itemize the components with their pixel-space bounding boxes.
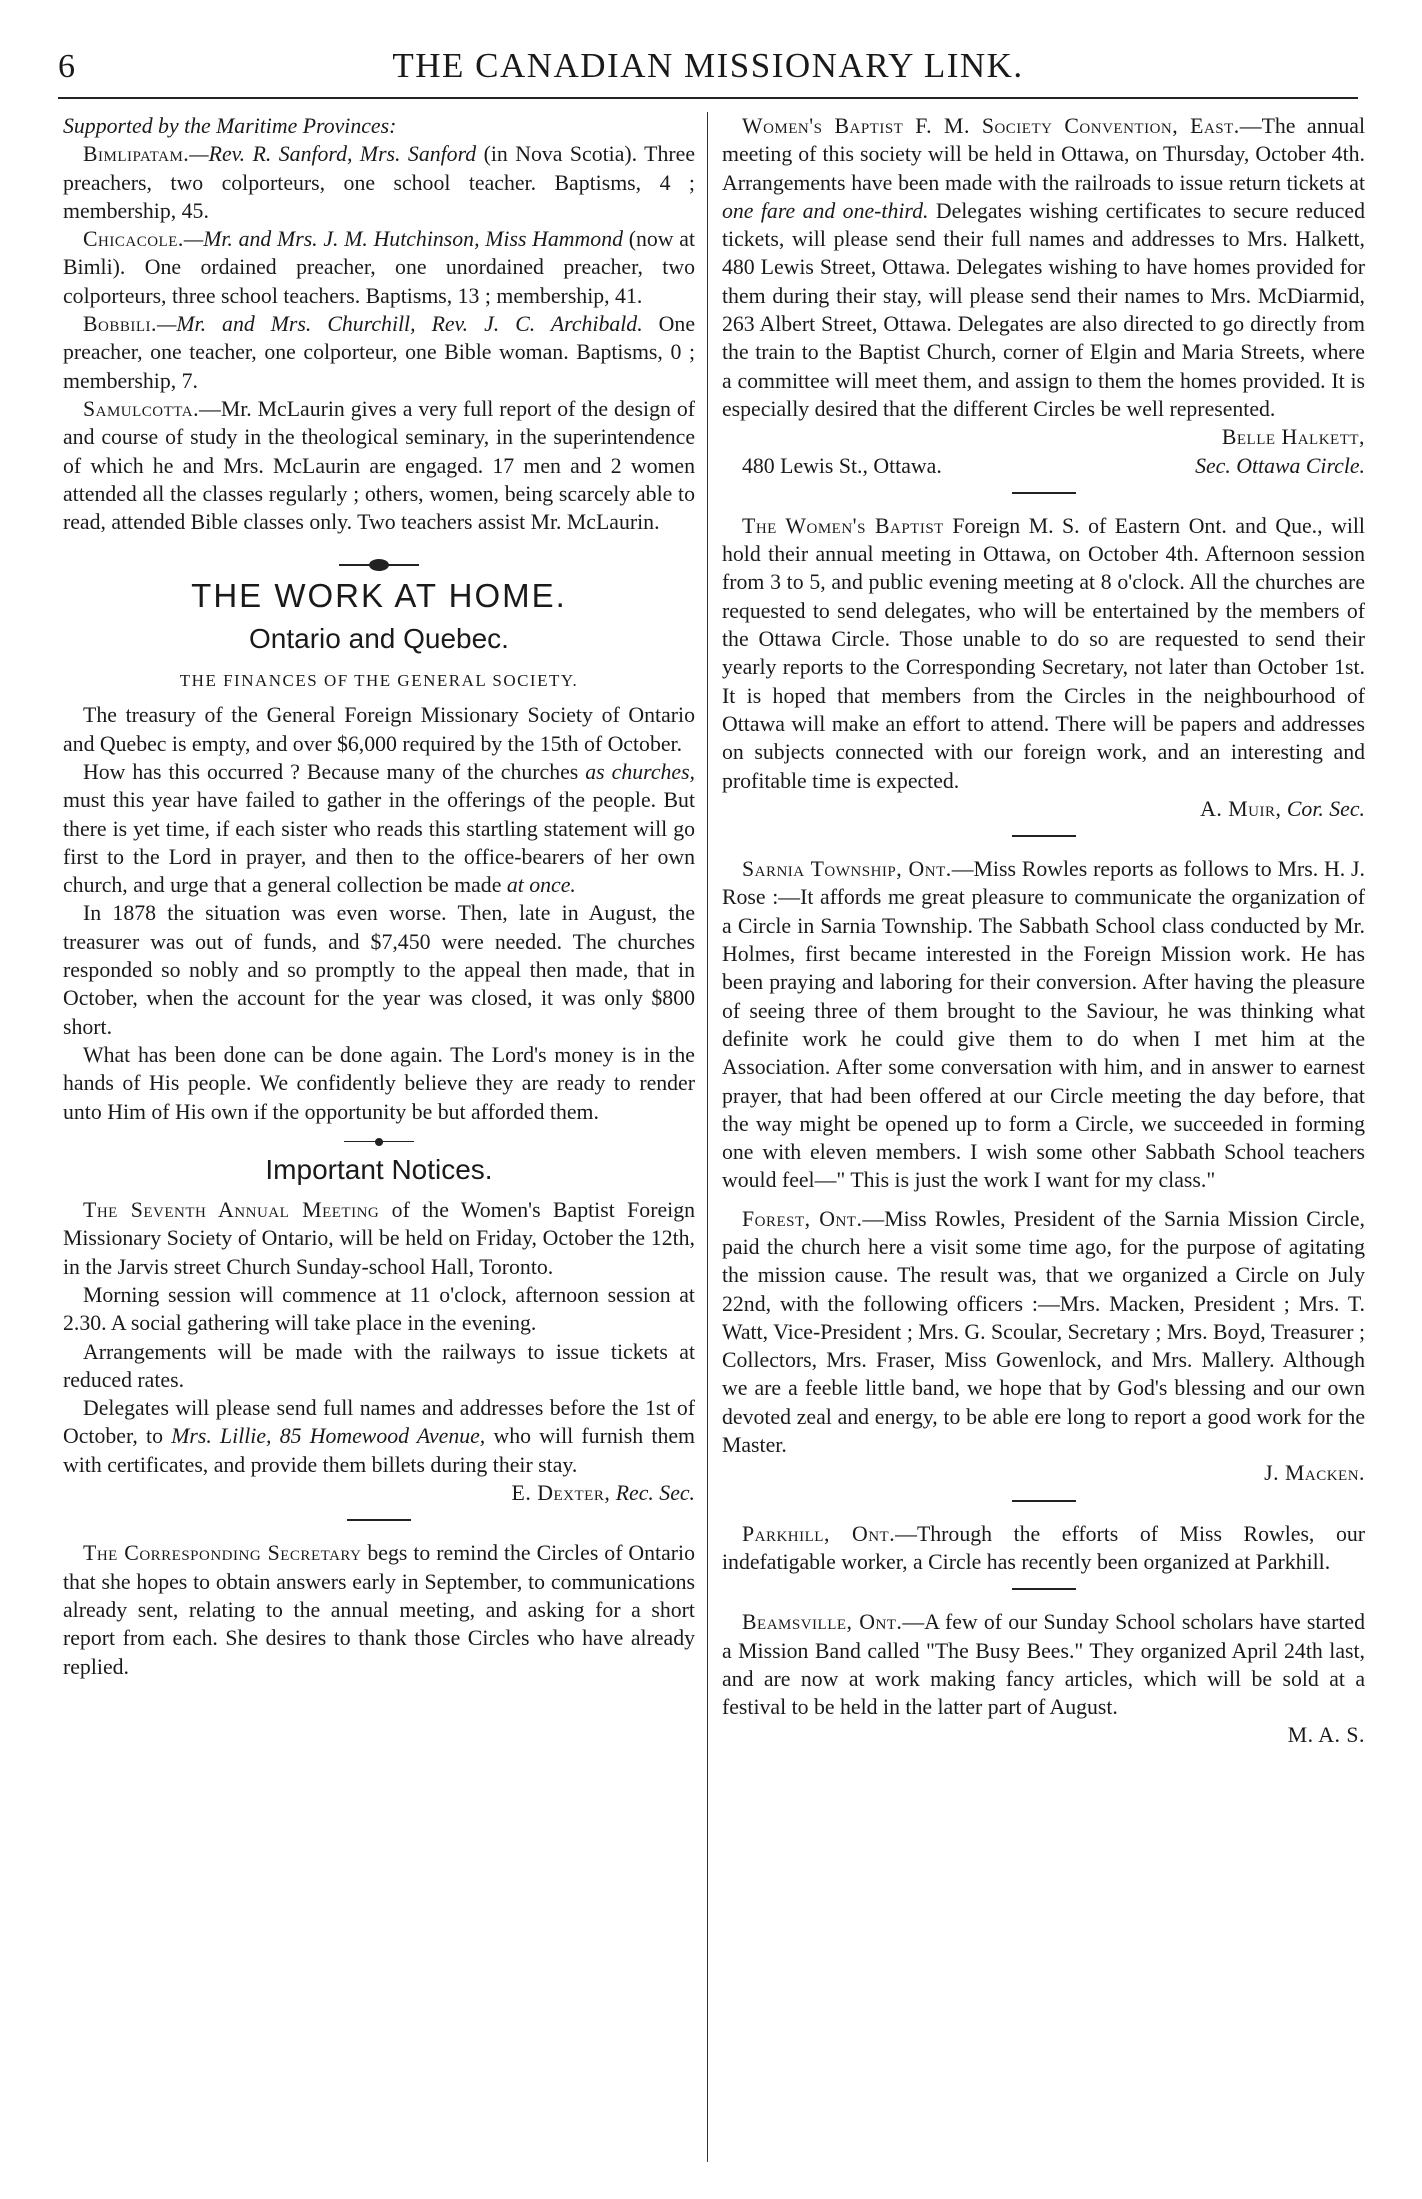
signature-title: Sec. Ottawa Circle. xyxy=(1195,453,1365,478)
lead-in: Women's Baptist F. M. Society Convention, East. xyxy=(742,114,1240,138)
signature-title: Rec. Sec. xyxy=(610,1481,695,1506)
forest-signature xyxy=(722,1459,1365,1487)
lead-in: The Corresponding Secretary xyxy=(83,1541,362,1566)
convention-signature-line xyxy=(722,452,1365,480)
place-name: Forest, Ont. xyxy=(742,1206,863,1231)
maritime-intro: Supported by the Maritime Provinces: xyxy=(63,114,397,138)
text-run: Delegates will please send full names and addresses before the 1st of October, to xyxy=(63,1396,695,1449)
text-run: of the Women's Baptist Foreign Missionary Society of Ontario, will be held on Friday, October the 12th, in the Jarvis street Church Sunday-school Hall, Toronto. xyxy=(63,1198,695,1279)
signature-name: M. A. S. xyxy=(1287,1723,1365,1748)
signature-name: E. Dexter, xyxy=(511,1481,611,1506)
text-run: who will furnish them with certificates, and provide them billets during their stay. xyxy=(63,1424,695,1477)
italic-run: at once. xyxy=(506,873,576,898)
entry-samulcotta xyxy=(63,395,695,536)
meeting-paragraph xyxy=(63,1394,695,1479)
finances-heading: THE FINANCES OF THE GENERAL SOCIETY. xyxy=(179,671,579,691)
text-run: —A few of our Sunday School scholars have started a Mission Band called "The Busy Bees." They organized April 24th last, and are now at work making fancy articles, which will be sold at a festival to be held in the latter part of August. xyxy=(722,1610,1365,1720)
italic-run: as churches, xyxy=(585,759,696,784)
meeting-paragraph xyxy=(63,1196,695,1281)
separator-rule xyxy=(347,1519,411,1521)
missionary-names: —Mr. and Mrs. J. M. Hutchinson, Miss Hammond xyxy=(183,227,623,252)
forest-paragraph xyxy=(722,1205,1365,1460)
beamsville-signature xyxy=(722,1721,1365,1749)
missionary-names: —Rev. R. Sanford, Mrs. Sanford xyxy=(189,142,477,167)
corresponding-paragraph xyxy=(63,1539,695,1680)
right-column xyxy=(722,112,1365,1750)
italic-run: Mrs. Lillie, 85 Homewood Avenue, xyxy=(171,1424,486,1449)
notices-heading: Important Notices. xyxy=(265,1153,493,1185)
entry-bobbili xyxy=(63,310,695,395)
text-run: —Miss Rowles reports as follows to Mrs. H. J. Rose :—It affords me great pleasure to communicate the organization of a Circle in Sarnia Township. The Sabbath School class conducted by Mr. Holmes, first became interested in the Foreign Mission work. He has been praying and laboring for their conversion. After having the pleasure of seeing three of them brought to the Saviour, he was thinking what definite work he could give them to do when I met him at the Association. After some conversation with him, and in answer to earnest prayer, that had been offered at our Circle meeting the day before, that the way might be opened up to form a Circle, we succeeded in forming one with eleven members. I wish some other Sabbath School teachers would feel—" This is just the work I want for my class." xyxy=(722,857,1365,1193)
place-name: Parkhill, Ont. xyxy=(742,1521,896,1546)
text-run: begs to remind the Circles of Ontario that she hopes to obtain answers early in September, to communications already sent, relating to the annual meeting, and asking for a short report from each. She desires to thank those Circles who have already replied. xyxy=(63,1541,696,1679)
text-run: Delegates wishing certificates to secure reduced tickets, will please send their full names and addresses to Mrs. Halkett, 480 Lewis Street, Ottawa. Delegates wishing to have homes provided for them during their stay, will please send their names to Mrs. McDiarmid, 263 Albert Street, Ottawa. Delegates are also directed to go directly from the train to the Baptist Church, corner of Elgin and Maria Streets, where a committee will meet them, and assign to them the homes provided. It is especially desired that the different Circles be well represented. xyxy=(722,198,1365,421)
entry-chicacole xyxy=(63,225,695,310)
text-run: How has this occurred ? Because many of the churches xyxy=(83,759,586,784)
text-run: —Through the efforts of Miss Rowles, our indefatigable worker, a Circle has recently been organized at Parkhill. xyxy=(722,1521,1365,1574)
text-run: must this year have failed to gather in the offerings of the people. But there is yet time, if each sister who reads this startling statement will go first to the Lord in prayer, and then to the office-bearers of her own church, and urge that a general collection be made xyxy=(63,788,695,898)
separator-rule xyxy=(1012,835,1076,837)
place-name: Bimlipatam. xyxy=(83,142,190,167)
convention-signature-name xyxy=(722,423,1365,451)
italic-run: one fare and one-third. xyxy=(722,198,929,223)
meeting-paragraph: Arrangements will be made with the railways to issue tickets at reduced rates. xyxy=(63,1339,695,1392)
place-name: Sarnia Township, Ont. xyxy=(742,857,952,882)
entry-text: (in Nova Scotia). Three preachers, two colporteurs, one school teacher. Baptisms, 4 ; membership, 45. xyxy=(63,142,695,223)
separator-rule xyxy=(1012,492,1076,494)
signature-name: J. Macken. xyxy=(1264,1461,1365,1486)
finances-paragraph xyxy=(63,758,695,899)
text-run: Foreign M. S. of Eastern Ont. and Que., will hold their annual meeting in Ottawa, on October 4th. Afternoon session from 3 to 5, and public evening meeting at 8 o'clock. All the churches are requested to send delegates, who will be entertained by the members of the Ottawa Circle. Those unable to do so are requested to send their yearly reports to the Corresponding Secretary, not later than October 1st. It is hoped that members from the Circles in the neighbourhood of Ottawa will make an effort to attend. There will be papers and addresses on subjects connected with our foreign work, and an interesting and profitable time is expected. xyxy=(722,513,1365,793)
eastern-signature xyxy=(722,795,1365,823)
entry-text: —Mr. McLaurin gives a very full report of the design of and course of study in the theological seminary, in the superintendence of which he and Mrs. McLaurin are engaged. 17 men and 2 women attended all the classes regularly ; others, women, being scarcely able to read, attended Bible classes only. Two teachers assist Mr. McLaurin. xyxy=(63,396,695,535)
section-ornament xyxy=(339,558,419,572)
lead-in: The Women's Baptist xyxy=(742,513,944,538)
meeting-paragraph: Morning session will commence at 11 o'clock, afternoon session at 2.30. A social gathering will take place in the evening. xyxy=(63,1282,695,1336)
entry-bimlipatam xyxy=(63,140,695,225)
sarnia-paragraph xyxy=(722,855,1365,1195)
separator-rule xyxy=(1012,1500,1076,1502)
missionary-names: —Mr. and Mrs. Churchill, Rev. J. C. Archibald. xyxy=(156,312,643,337)
text-run: —The annual meeting of this society will be held in Ottawa, on Thursday, October 4th. Arrangements have been made with the railroads to issue return tickets at xyxy=(722,114,1365,195)
place-name: Beamsville, Ont. xyxy=(742,1610,903,1635)
place-name: Bobbili. xyxy=(83,312,157,337)
place-name: Samulcotta. xyxy=(83,396,200,421)
signature-title: Cor. Sec. xyxy=(1281,796,1365,821)
entry-text: (now at Bimli). One ordained preacher, one unordained preacher, two colporteurs, three school teachers. Baptisms, 13 ; membership, 41. xyxy=(63,227,696,308)
separator-rule xyxy=(1012,1588,1076,1590)
parkhill-paragraph xyxy=(722,1520,1365,1577)
finances-paragraph: In 1878 the situation was even worse. Then, late in August, the treasurer was out of funds, and $7,450 were needed. The churches responded so nobly and so promptly to the appeal then made, that in October, when the account for the year was closed, it was only $800 short. xyxy=(63,901,695,1039)
signature-address: 480 Lewis St., Ottawa. xyxy=(742,453,942,478)
lead-in: The Seventh Annual Meeting xyxy=(83,1198,380,1223)
place-name: Chicacole. xyxy=(83,227,184,252)
text-run: —Miss Rowles, President of the Sarnia Mission Circle, paid the church here a visit some time ago, for the purpose of agitating the mission cause. The result was, that we organized a Circle on July 22nd, with the following officers :—Mrs. Macken, President ; Mrs. T. Watt, Vice-President ; Mrs. G. Scoular, Secretary ; Mrs. Boyd, Treasurer ; Collectors, Mrs. Fraser, Miss Gowenlock, and Mrs. Mallery. Although we are a feeble little band, we hope that by God's blessing and our own devoted zeal and energy, to be able ere long to report a good work for the Master. xyxy=(722,1206,1365,1458)
page-number: 6 xyxy=(58,48,75,85)
meeting-signature xyxy=(63,1479,695,1507)
beamsville-paragraph xyxy=(722,1608,1365,1721)
header-rule xyxy=(58,97,1358,99)
signature-name: A. Muir, xyxy=(1200,796,1282,821)
left-column xyxy=(63,112,695,1681)
finances-paragraph: What has been done can be done again. The Lord's money is in the hands of His people. We confidently believe they are ready to render unto Him of His own if the opportunity be but afforded them. xyxy=(63,1042,695,1124)
entry-text: One preacher, one teacher, one colporteur, one Bible woman. Baptisms, 0 ; membership, 7. xyxy=(63,312,695,393)
eastern-paragraph xyxy=(722,512,1365,795)
convention-paragraph xyxy=(722,112,1365,423)
section-ornament xyxy=(344,1136,414,1148)
page-header xyxy=(58,44,1358,96)
signature-name: Belle Halkett, xyxy=(1221,425,1365,450)
work-at-home-heading: THE WORK AT HOME. xyxy=(191,577,567,615)
ontario-heading: Ontario and Quebec. xyxy=(249,622,509,654)
column-divider xyxy=(707,112,708,2162)
masthead-title: THE CANADIAN MISSIONARY LINK. xyxy=(392,46,1024,85)
finances-paragraph: The treasury of the General Foreign Missionary Society of Ontario and Quebec is empty, and over $6,000 required by the 15th of October. xyxy=(63,703,695,756)
